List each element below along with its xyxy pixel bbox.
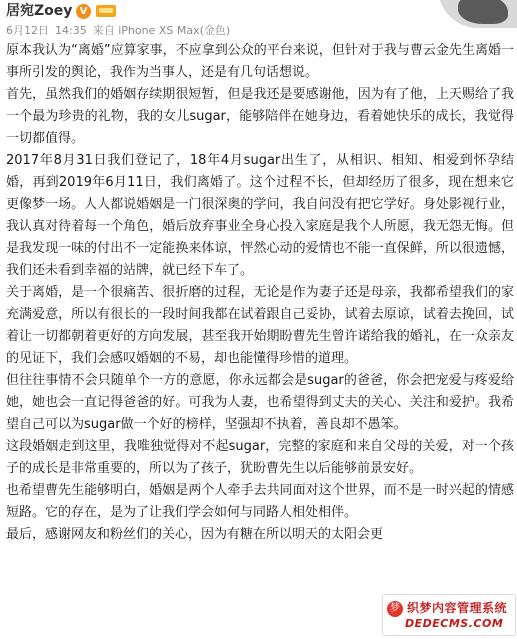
watermark-url: DEDECMS.COM bbox=[405, 617, 504, 630]
post-source: 来自 iPhone XS Max(金色) bbox=[92, 24, 231, 37]
verified-v-icon: V bbox=[76, 4, 91, 19]
post-paragraph: 也希望曹先生能够明白，婚姻是两个人牵手去共同面对这个世界，而不是一时兴起的情感短路。它的存在，是为了让我们学会如何与同路人相处相伴。 bbox=[6, 483, 514, 520]
post-paragraph: 关于离婚，是一个很痛苦、很折磨的过程，无论是作为妻子还是母亲，我都希望我们的家充满爱意，所以有很长的一段时间我都在试着跟自己妥协，试着去原谅，试着去挽回，试着让一切都朝着更好的方向发展，甚至我开始期盼曹先生曾许诺给我的婚礼，在一众亲友的见证下，我们会感叹婚姻的不易，却也能懂得珍惜的道理。 bbox=[6, 285, 514, 366]
post-paragraph: 原本我认为“离婚”应算家事，不应拿到公众的平台来说，但针对于我与曹云金先生离婚一事所引发的舆论，我作为当事人，还是有几句话想说。 bbox=[6, 43, 514, 80]
vip-crown-icon bbox=[96, 5, 116, 17]
post-paragraph: 首先，虽然我们的婚姻存续期很短暂，但是我还是要感谢他，因为有了他，上天赐给了我一个最为珍贵的礼物，我的女儿sugar，能够陪伴在她身边，看着她快乐的成长，我觉得一切都值得。 bbox=[6, 87, 514, 146]
site-watermark bbox=[382, 594, 516, 636]
avatar-icon[interactable] bbox=[438, 0, 517, 28]
watermark-title: 织梦内容管理系统 bbox=[407, 601, 508, 615]
post-paragraph: 但往往事情不会只随单个一方的意愿，你永远都会是sugar的爸爸，你会把宠爱与疼爱给她，她也会一直记得爸爸的好。可我为人妻，也希望得到丈夫的关心、关注和爱护。我希望自己可以为sugar做一个好的榜样，坚强却不执着，善良却不愚笨。 bbox=[6, 373, 514, 432]
post-date[interactable]: 6月12日 bbox=[6, 24, 49, 37]
post-paragraph: 2017年8月31日我们登记了，18年4月sugar出生了，从相识、相知、相爱到怀孕结婚，再到2019年6月11日，我们离婚了。这个过程不长，但却经历了很多，现在想来它更像梦一场。人人都说婚姻是一门很深奥的学问，我自问没有把它学好。身处影视行业，我认真对待着每一个角色，婚后放弃事业全身心投入家庭是我个人所愿，我无怨无悔。但是我发现一味的付出不一定能换来体谅，怦然心动的爱情也不能一直保鲜，所以很遗憾，我们还未看到幸福的站牌，就已经下车了。 bbox=[6, 153, 514, 278]
post-paragraph: 最后，感谢网友和粉丝们的关心，因为有糖在所以明天的太阳会更 bbox=[6, 527, 384, 542]
post-body bbox=[6, 40, 514, 546]
post-time[interactable]: 14:35 bbox=[55, 24, 87, 37]
post-paragraph: 这段婚姻走到这里，我唯独觉得对不起sugar，完整的家庭和来自父母的关爱，对一个孩子的成长是非常重要的，所以为了孩子，犹盼曹先生以后能够前景安好。 bbox=[6, 439, 514, 476]
post-meta bbox=[6, 23, 236, 39]
dedecms-logo-icon: 梦 bbox=[387, 601, 403, 617]
author-name[interactable]: 居宛Zoey bbox=[6, 3, 73, 19]
